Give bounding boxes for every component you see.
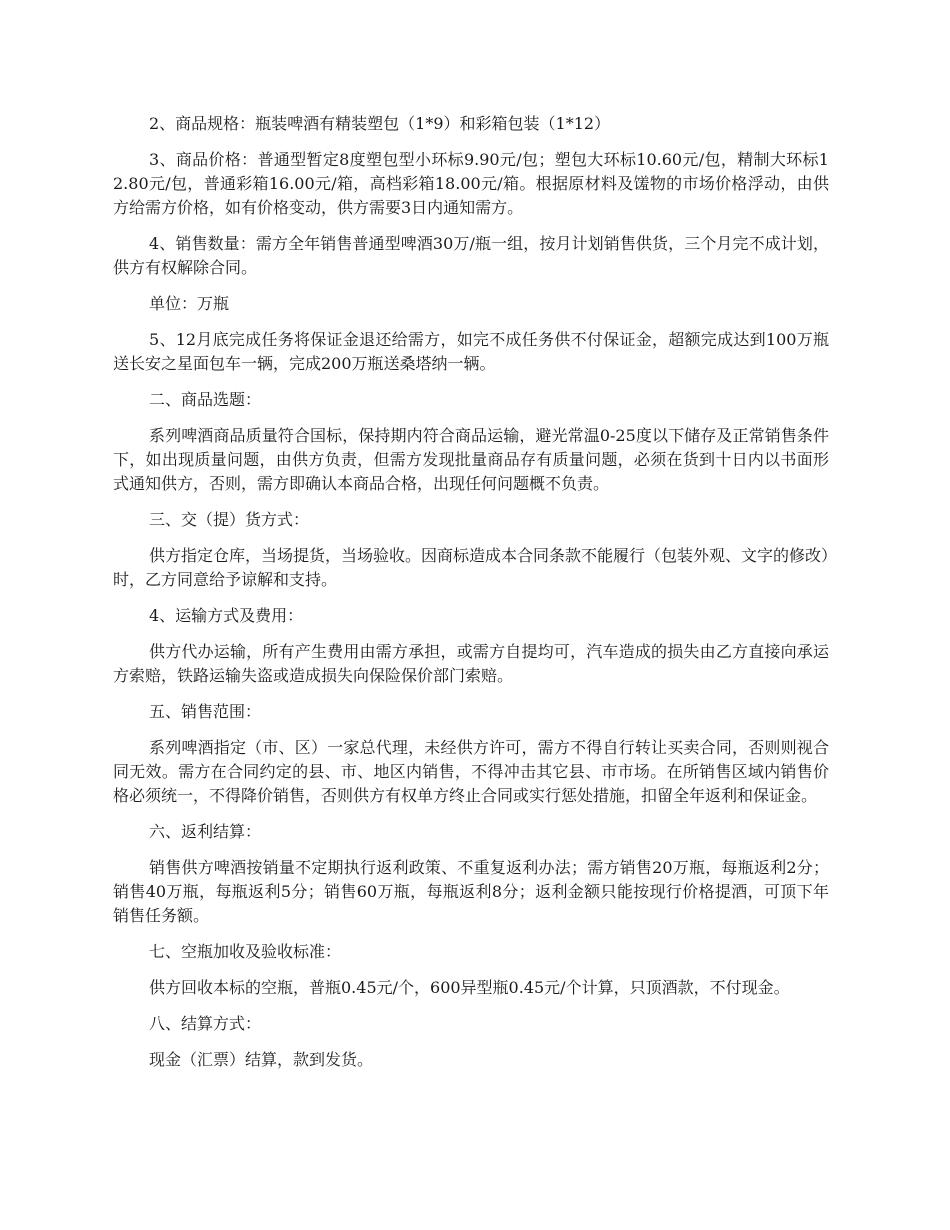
section-heading-delivery: 三、交（提）货方式： <box>149 510 310 529</box>
section-heading-transport: 4、运输方式及费用： <box>149 606 304 625</box>
document-body <box>113 112 829 1084</box>
clause-rebate: 销售供方啤酒按销量不定期执行返利政策、不重复返利办法；需方销售20万瓶，每瓶返利2分；销售40万瓶，每瓶返利5分；销售60万瓶，每瓶返利8分；返利金额只能按现行价格提酒，可顶下年销售任务额。 <box>113 858 829 925</box>
clause-settlement: 现金（汇票）结算，款到发货。 <box>149 1050 374 1069</box>
section-heading-sales-scope: 五、销售范围： <box>149 702 262 721</box>
clause-product-spec: 2、商品规格：瓶装啤酒有精装塑包（1*9）和彩箱包装（1*12） <box>149 114 611 133</box>
clause-quality: 系列啤酒商品质量符合国标，保持期内符合商品运输，避光常温0-25度以下储存及正常销售条件下，如出现质量问题，由供方负责，但需方发现批量商品存有质量问题，必须在货到十日内以书面形式通知供方，否则，需方即确认本商品合格，出现任何问题概不负责。 <box>113 426 829 493</box>
section-heading-empty-bottles: 七、空瓶加收及验收标准： <box>149 942 342 961</box>
clause-transport: 供方代办运输，所有产生费用由需方承担，或需方自提均可，汽车造成的损失由乙方直接向承运方索赔，铁路运输失盗或造成损失向保险保价部门索赔。 <box>113 642 829 685</box>
clause-deposit-reward: 5、12月底完成任务将保证金退还给需方，如完不成任务供不付保证金，超额完成达到100万瓶送长安之星面包车一辆，完成200万瓶送桑塔纳一辆。 <box>113 330 829 373</box>
clause-sales-quantity: 4、销售数量：需方全年销售普通型啤酒30万/瓶一组，按月计划销售供货，三个月完不成计划，供方有权解除合同。 <box>113 234 829 277</box>
clause-delivery: 供方指定仓库，当场提货，当场验收。因商标造成本合同条款不能履行（包装外观、文字的修改）时，乙方同意给予谅解和支持。 <box>113 546 830 589</box>
unit-note: 单位：万瓶 <box>149 294 230 313</box>
section-heading-settlement: 八、结算方式： <box>149 1014 262 1033</box>
clause-empty-bottles: 供方回收本标的空瓶，普瓶0.45元/个，600异型瓶0.45元/个计算，只顶酒款，不付现金。 <box>149 978 790 997</box>
clause-product-price: 3、商品价格：普通型暂定8度塑包型小环标9.90元/包；塑包大环标10.60元/包，精制大环标12.80元/包，普通彩箱16.00元/箱，高档彩箱18.00元/箱。根据原材料及馐物的市场价格浮动，由供方给需方价格，如有价格变动，供方需要3日内通知需方。 <box>113 150 829 217</box>
section-heading-rebate: 六、返利结算： <box>149 822 262 841</box>
section-heading-quality: 二、商品选题： <box>149 390 262 409</box>
clause-sales-scope: 系列啤酒指定（市、区）一家总代理，未经供方许可，需方不得自行转让买卖合同，否则则视合同无效。需方在合同约定的县、市、地区内销售，不得冲击其它县、市市场。在所销售区域内销售价格必须统一，不得降价销售，否则供方有权单方终止合同或实行惩处措施，扣留全年返利和保证金。 <box>113 738 829 805</box>
